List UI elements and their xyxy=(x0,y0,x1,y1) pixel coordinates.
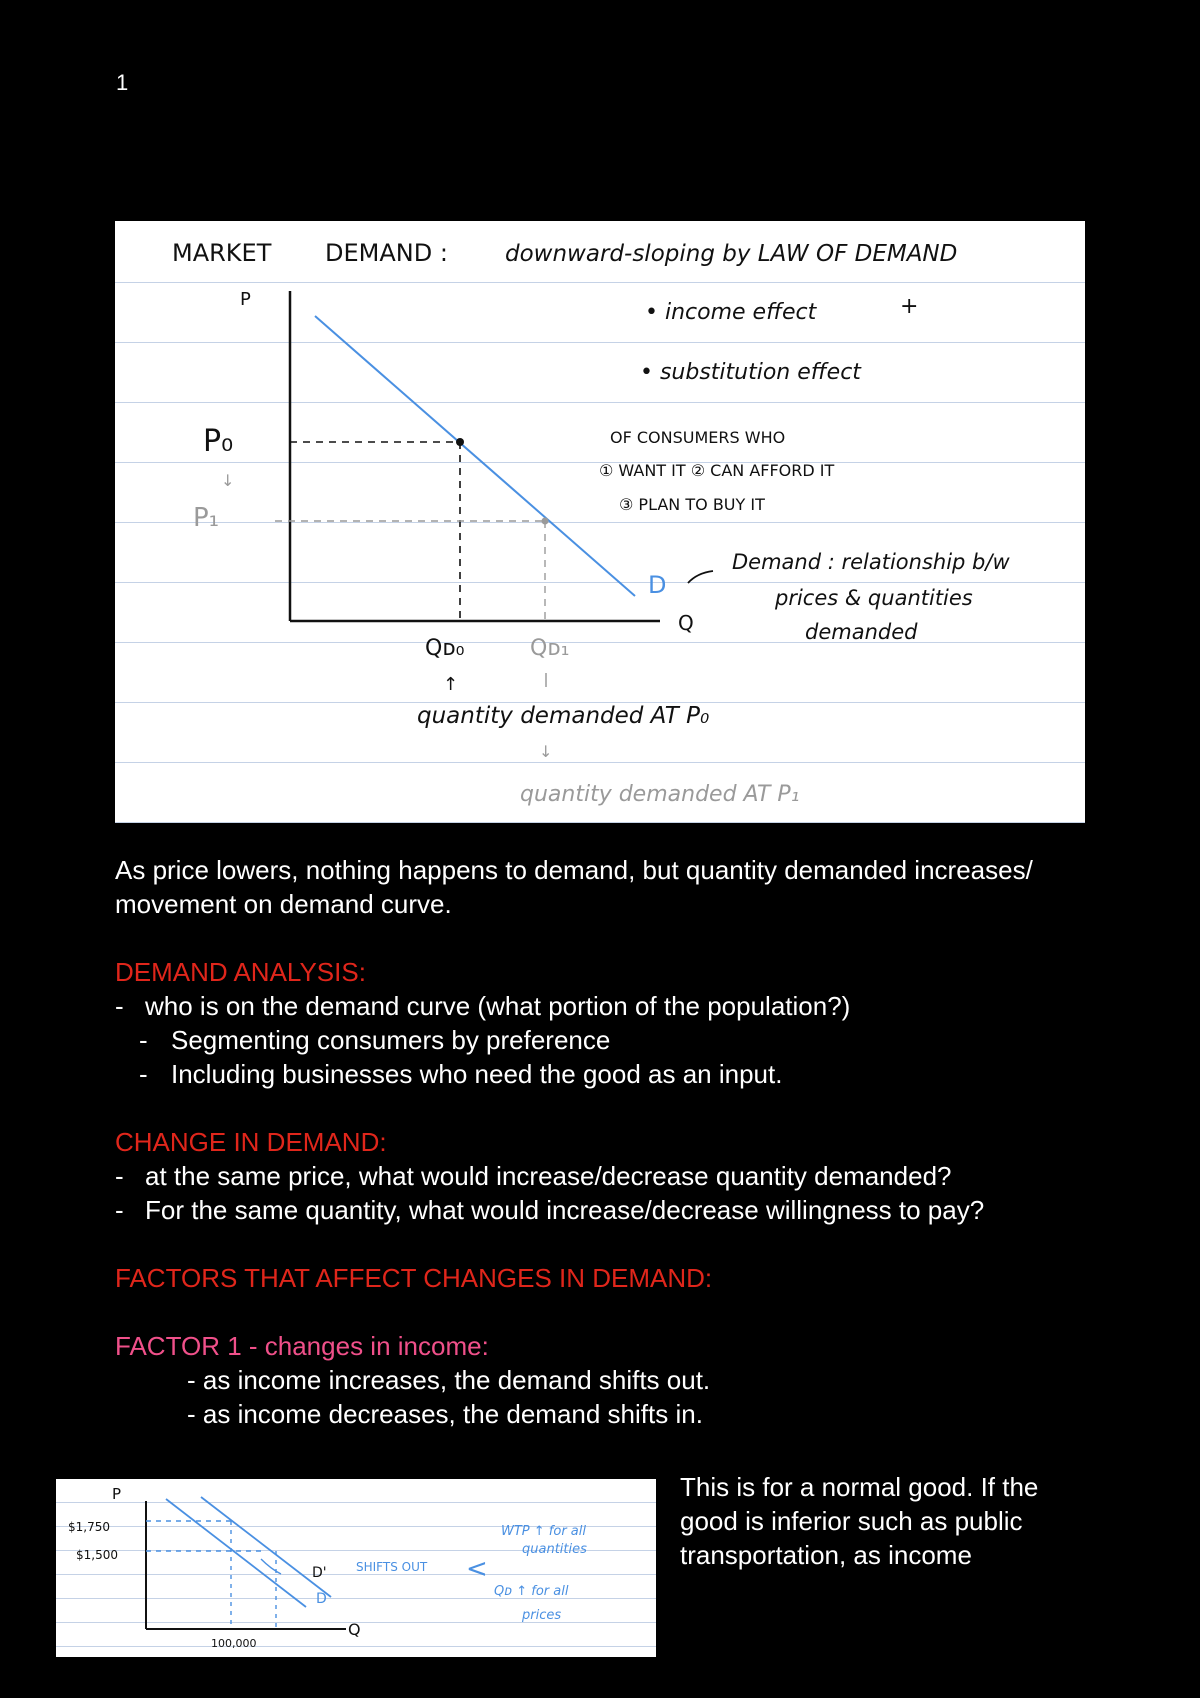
da-sub-1: Segmenting consumers by preference xyxy=(171,1025,611,1055)
qty-at-p1: quantity demanded AT P₁ xyxy=(520,782,800,807)
bullet-dash: - xyxy=(139,1059,148,1089)
qd-note-1: Qᴅ ↑ for all xyxy=(494,1584,569,1599)
bullet-dash: - xyxy=(115,991,124,1021)
bullet-income-effect: • income effect xyxy=(645,300,817,325)
plan-buy: ③ PLAN TO BUY IT xyxy=(619,495,765,514)
price-high: $1,750 xyxy=(68,1520,110,1534)
label-p1: P₁ xyxy=(193,503,220,533)
bullet-dash: - xyxy=(139,1025,148,1055)
demand-def-line1: Demand : relationship b/w xyxy=(732,550,1010,574)
small-axis-p: P xyxy=(112,1485,122,1503)
label-d-prime: D' xyxy=(312,1565,327,1581)
plus-sign: + xyxy=(900,294,919,319)
label-p0: P₀ xyxy=(203,424,234,459)
title-demand: DEMAND : xyxy=(325,239,448,267)
demand-curve xyxy=(315,316,635,596)
bullet-dash: - xyxy=(115,1195,124,1225)
factor1-line-1: - as income increases, the demand shifts out. xyxy=(187,1365,711,1395)
demand-def-line2: prices & quantities xyxy=(775,586,973,610)
title-market: MARKET xyxy=(172,239,272,267)
demand-d xyxy=(166,1499,306,1607)
demand-analysis-heading: DEMAND ANALYSIS: xyxy=(115,957,366,987)
wtp-note-2: quantities xyxy=(522,1542,587,1557)
bullet-dash: - xyxy=(115,1161,124,1191)
list-item xyxy=(115,989,1115,1023)
page-number: 1 xyxy=(116,70,129,95)
list-item xyxy=(115,1159,1115,1193)
factors-heading: FACTORS THAT AFFECT CHANGES IN DEMAND: xyxy=(115,1263,713,1293)
demand-d-prime xyxy=(201,1497,331,1597)
p-down-arrow: ↓ xyxy=(221,471,235,490)
label-d: D xyxy=(316,1591,327,1607)
qty-at-p0: quantity demanded AT P₀ xyxy=(417,703,710,729)
brace-bracket: < xyxy=(466,1554,488,1584)
point-p0 xyxy=(456,438,464,446)
list-item xyxy=(115,1057,1115,1091)
list-item xyxy=(115,1023,1115,1057)
da-sub-2: Including businesses who need the good as an input. xyxy=(171,1059,783,1089)
shift-arrow xyxy=(261,1559,281,1574)
qd-note-2: prices xyxy=(522,1608,562,1623)
factor1-heading: FACTOR 1 - changes in income: xyxy=(115,1331,489,1361)
ch-bullet-1: at the same price, what would increase/decrease quantity demanded? xyxy=(145,1161,952,1191)
change-in-demand-heading: CHANGE IN DEMAND: xyxy=(115,1127,387,1157)
demand-sketch xyxy=(115,221,1085,823)
shifts-out: SHIFTS OUT xyxy=(356,1560,428,1574)
down-arrow: ↓ xyxy=(539,742,553,761)
da-bullet-1: who is on the demand curve (what portion of the population?) xyxy=(145,991,851,1021)
label-qd0: Qᴅ₀ xyxy=(425,636,465,661)
price-low: $1,500 xyxy=(76,1548,118,1562)
income-shift-graph xyxy=(56,1479,656,1657)
wtp-note-1: WTP ↑ for all xyxy=(501,1524,586,1539)
label-qd1: Qᴅ₁ xyxy=(530,636,570,661)
qty-label: 100,000 xyxy=(211,1637,257,1650)
point-p1 xyxy=(542,518,549,525)
demand-curve-label: D xyxy=(648,571,667,599)
up-arrow: ↑ xyxy=(443,674,459,695)
want-afford: ① WANT IT ② CAN AFFORD IT xyxy=(599,461,835,480)
ch-bullet-2: For the same quantity, what would increase/decrease willingness to pay? xyxy=(145,1195,985,1225)
title-rest: downward-sloping by LAW OF DEMAND xyxy=(505,241,958,267)
demand-def-line3: demanded xyxy=(805,620,918,644)
axis-p-label: P xyxy=(240,289,251,310)
intro-paragraph: As price lowers, nothing happens to demand, but quantity demanded increases/ movement on demand curve. xyxy=(115,855,1033,919)
handwritten-demand-notes xyxy=(115,221,1085,823)
small-axis-q: Q xyxy=(348,1620,361,1639)
bullet-substitution-effect: • substitution effect xyxy=(640,360,861,385)
list-item xyxy=(115,1193,1115,1227)
of-consumers: OF CONSUMERS WHO xyxy=(610,428,786,447)
side-paragraph: This is for a normal good. If the good is inferior such as public transportation, as income xyxy=(680,1472,1039,1570)
typed-notes xyxy=(115,853,1115,1431)
income-shift-sketch xyxy=(56,1479,656,1657)
factor1-line-2: - as income decreases, the demand shifts in. xyxy=(187,1399,703,1429)
definition-arrow xyxy=(688,571,713,583)
axis-q-label: Q xyxy=(678,611,694,635)
